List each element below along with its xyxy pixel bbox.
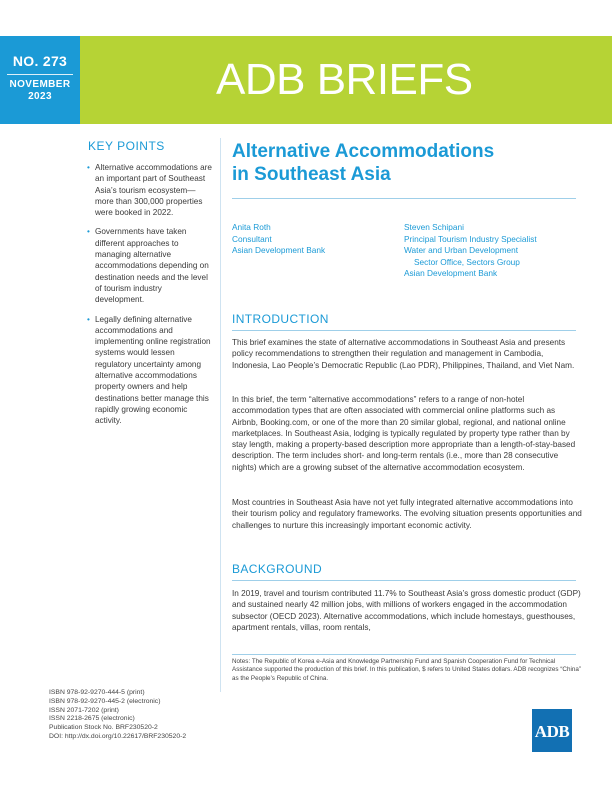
- adb-logo: ADB: [532, 709, 572, 752]
- series-title: ADB BRIEFS: [216, 55, 473, 104]
- issue-date: [0, 79, 80, 103]
- isbn-line: ISBN 978-92-9270-445-2 (electronic): [49, 697, 161, 705]
- isbn-line: ISSN 2071-7202 (print): [49, 706, 119, 714]
- issue-month: NOVEMBER: [9, 79, 71, 90]
- brief-title-line1: Alternative Accommodations: [232, 141, 495, 162]
- title-divider: [232, 198, 576, 199]
- background-heading: BACKGROUND: [232, 562, 323, 576]
- doi-line: DOI: http://dx.doi.org/10.22617/BRF230520-2: [49, 732, 187, 740]
- issue-year: 2023: [28, 91, 52, 102]
- key-points-heading: KEY POINTS: [88, 139, 165, 153]
- background-paragraph: In 2019, travel and tourism contributed 11.7% to Southeast Asia’s gross domestic product (GDP) and sustained nearly 42 million jobs, with millions of workers engaged in the accommodation subsector (OECD 2023). Alternative accommodations, which include homestays, guesthouses, apartment rentals, villas, room rentals,: [232, 589, 581, 632]
- issue-divider: [7, 74, 73, 75]
- bullet-icon: •: [87, 163, 90, 172]
- series-banner: [80, 36, 612, 124]
- author-affiliation: Consultant: [232, 233, 272, 244]
- author-affiliation: Water and Urban Development: [404, 245, 519, 255]
- column-divider: [220, 138, 221, 692]
- bullet-icon: •: [87, 227, 90, 237]
- key-point-item: • Alternative accommodations are an important part of Southeast Asia’s tourism ecosystem—more than 300,000 properties were booked in 2022.: [87, 163, 212, 218]
- introduction-paragraph: This brief examines the state of alternative accommodations in Southeast Asia and presents policy recommendations to strengthen their regulation and management in Cambodia, Indonesia, Lao People’s Democratic Republic (Lao PDR), Philippines, Thailand, and Viet Nam.: [232, 338, 575, 370]
- bullet-icon: •: [87, 314, 90, 324]
- key-points-list: [87, 162, 212, 435]
- author-block: [404, 222, 537, 280]
- introduction-paragraph: Most countries in Southeast Asia have not yet fully integrated alternative accommodations into their tourism policy and regulatory frameworks. The evolving situation presents opportunities and challenges to nurture this increasingly important economic activity.: [232, 498, 582, 530]
- isbn-line: ISSN 2218-2675 (electronic): [49, 715, 135, 723]
- author-name: Steven Schipani: [404, 222, 464, 232]
- author-name: Anita Roth: [232, 222, 271, 232]
- author-affiliation: Asian Development Bank: [404, 268, 498, 278]
- author-affiliation: Asian Development Bank: [232, 245, 326, 255]
- brief-title: [232, 140, 592, 186]
- notes-divider: [232, 654, 576, 655]
- isbn-line: Publication Stock No. BRF230520-2: [49, 724, 158, 732]
- author-affiliation: Principal Tourism Industry Specialist: [404, 233, 537, 244]
- brief-title-line2: in Southeast Asia: [232, 164, 391, 185]
- publication-notes: Notes: The Republic of Korea e-Asia and Knowledge Partnership Fund and Spanish Cooperation Fund for Technical Assistance supported the production of this brief. In this publication, $ refers to United States dollars. ADB recognizes “China” as the People’s Republic of China.: [232, 658, 581, 682]
- introduction-paragraph: In this brief, the term “alternative accommodations” refers to a range of non-hotel accommodation types that are often associated with commercial online platforms such as Airbnb, Booking.com, or one of the more than 20 similar global, regional, and national online marketplaces. In Southeast Asia, lodging is typically regulated by property type rather than by stay length, making a property-based description more appropriate than a length-of-stay-based description. The term includes short- and long-term rentals (i.e., more than 28 consecutive nights) which are a growing subset of the alternative accommodation ecosystem.: [232, 395, 576, 472]
- issue-box: [0, 36, 80, 124]
- author-block: [232, 222, 325, 257]
- background-divider: [232, 580, 576, 581]
- issue-number: NO. 273: [12, 53, 68, 69]
- isbn-block: [49, 689, 186, 742]
- key-point-item: • Legally defining alternative accommodations and implementing online registration systems would lessen regulatory uncertainty among alternative accommodations property owners and help destinations better manage this rapidly growing economic activity.: [87, 314, 211, 426]
- author-affiliation: Sector Office, Sectors Group: [414, 256, 520, 267]
- introduction-heading: INTRODUCTION: [232, 312, 329, 326]
- isbn-line: ISBN 978-92-9270-444-5 (print): [49, 689, 145, 696]
- key-point-item: • Governments have taken different approaches to managing alternative accommodations depending on destination needs and the level of tourism industry development.: [87, 227, 209, 305]
- introduction-divider: [232, 330, 576, 331]
